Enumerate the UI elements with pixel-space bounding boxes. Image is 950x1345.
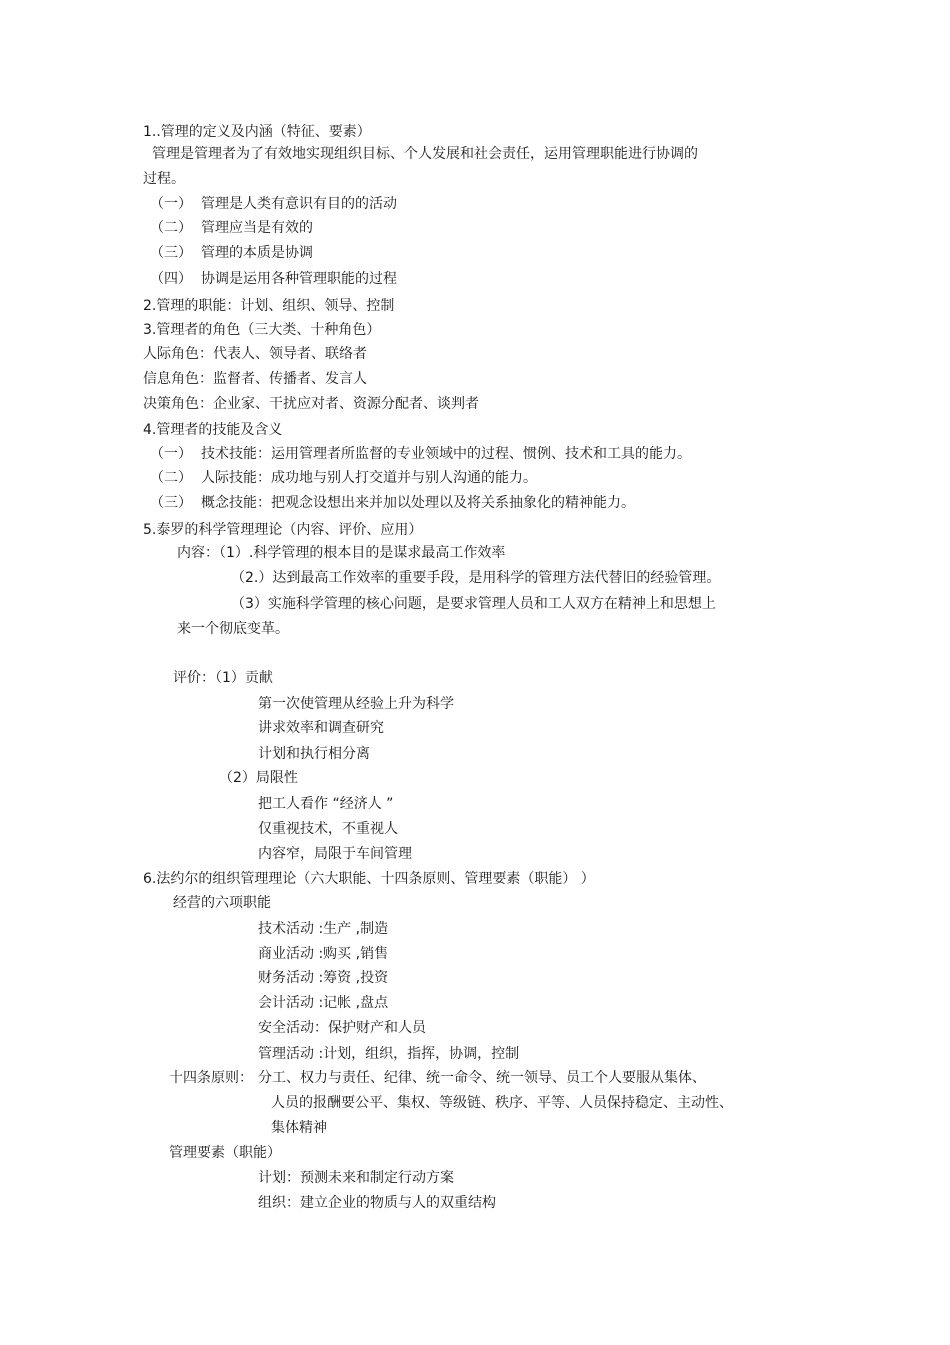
section-5-contribution: 第一次使管理从经验上升为科学 <box>258 696 454 712</box>
section-4-item-text: 人际技能：成功地与别人打交道并与别人沟通的能力。 <box>201 470 537 486</box>
section-5-limitation: 内容窄，局限于车间管理 <box>258 846 412 862</box>
section-6-title: 6.法约尔的组织管理理论（六大职能、十四条原则、管理要素（职能） ） <box>143 871 595 887</box>
section-5-limitation: 把工人看作 “经济人 ” <box>258 796 394 812</box>
section-1-item-num: （四） <box>150 271 192 287</box>
section-5-content-line: 内容：（1）.科学管理的根本目的是谋求最高工作效率 <box>177 545 506 561</box>
section-4-item-text: 技术技能：运用管理者所监督的专业领域中的过程、惯例、技术和工具的能力。 <box>201 446 691 462</box>
section-1-item-text: 管理应当是有效的 <box>201 220 313 236</box>
section-1-title: 1..管理的定义及内涵（特征、要素） <box>143 124 371 140</box>
section-4-item-num: （二） <box>150 470 192 486</box>
section-4-item-num: （三） <box>150 495 192 511</box>
section-6-principles-line: 分工、权力与责任、纪律、统一命令、统一领导、员工个人要服从集体、 <box>258 1070 706 1086</box>
section-4-item-num: （一） <box>150 446 192 462</box>
section-1-definition-line-2: 过程。 <box>143 171 185 187</box>
section-6-function: 技术活动 :生产 ,制造 <box>258 921 389 937</box>
section-6-function: 会计活动 :记帐 ,盘点 <box>258 995 389 1011</box>
section-4-item-text: 概念技能：把观念设想出来并加以处理以及将关系抽象化的精神能力。 <box>201 495 635 511</box>
section-5-title: 5.泰罗的科学管理理论（内容、评价、应用） <box>143 522 423 538</box>
section-1-item-text: 协调是运用各种管理职能的过程 <box>201 271 397 287</box>
section-5-content-line: （2.）达到最高工作效率的重要手段，是用科学的管理方法代替旧的经验管理。 <box>231 570 721 586</box>
section-6-elements-heading: 管理要素（职能） <box>169 1145 281 1161</box>
section-5-limitation: 仅重视技术，不重视人 <box>258 821 398 837</box>
section-1-item-num: （三） <box>150 245 192 261</box>
section-1-item-text: 管理是人类有意识有目的的活动 <box>201 196 397 212</box>
section-5-content-line: （3）实施科学管理的核心问题，是要求管理人员和工人双方在精神上和思想上 <box>231 596 716 612</box>
section-1-item-num: （一） <box>150 196 192 212</box>
section-6-element: 组织：建立企业的物质与人的双重结构 <box>258 1195 496 1211</box>
section-5-content-line: 来一个彻底变革。 <box>177 621 289 637</box>
section-6-six-functions-heading: 经营的六项职能 <box>173 895 271 911</box>
section-6-principles-label: 十四条原则： <box>169 1070 253 1086</box>
section-5-contribution: 讲求效率和调查研究 <box>258 720 384 736</box>
section-5-eval-heading: （2）局限性 <box>219 770 298 786</box>
section-6-function: 商业活动 :购买 ,销售 <box>258 946 389 962</box>
section-3-role: 人际角色：代表人、领导者、联络者 <box>143 346 367 362</box>
section-1-definition-line-1: 管理是管理者为了有效地实现组织目标、个人发展和社会责任，运用管理职能进行协调的 <box>152 146 698 162</box>
section-1-item-text: 管理的本质是协调 <box>201 245 313 261</box>
section-5-eval-heading: 评价：（1）贡献 <box>173 670 273 686</box>
section-3-role: 决策角色：企业家、干扰应对者、资源分配者、谈判者 <box>143 396 479 412</box>
section-6-function: 财务活动 :筹资 ,投资 <box>258 970 389 986</box>
section-5-contribution: 计划和执行相分离 <box>258 746 370 762</box>
section-2-title: 2.管理的职能：计划、组织、领导、控制 <box>143 298 395 314</box>
section-3-title: 3.管理者的角色（三大类、十种角色） <box>143 322 381 338</box>
section-6-function: 安全活动：保护财产和人员 <box>258 1020 426 1036</box>
section-6-principles-line: 集体精神 <box>271 1120 327 1136</box>
section-6-principles-line: 人员的报酬要公平、集权、等级链、秩序、平等、人员保持稳定、主动性、 <box>271 1095 733 1111</box>
section-4-title: 4.管理者的技能及含义 <box>143 422 283 438</box>
section-6-function: 管理活动 :计划，组织，指挥，协调，控制 <box>258 1046 520 1062</box>
section-6-element: 计划：预测未来和制定行动方案 <box>258 1170 454 1186</box>
section-1-item-num: （二） <box>150 220 192 236</box>
section-3-role: 信息角色：监督者、传播者、发言人 <box>143 371 367 387</box>
